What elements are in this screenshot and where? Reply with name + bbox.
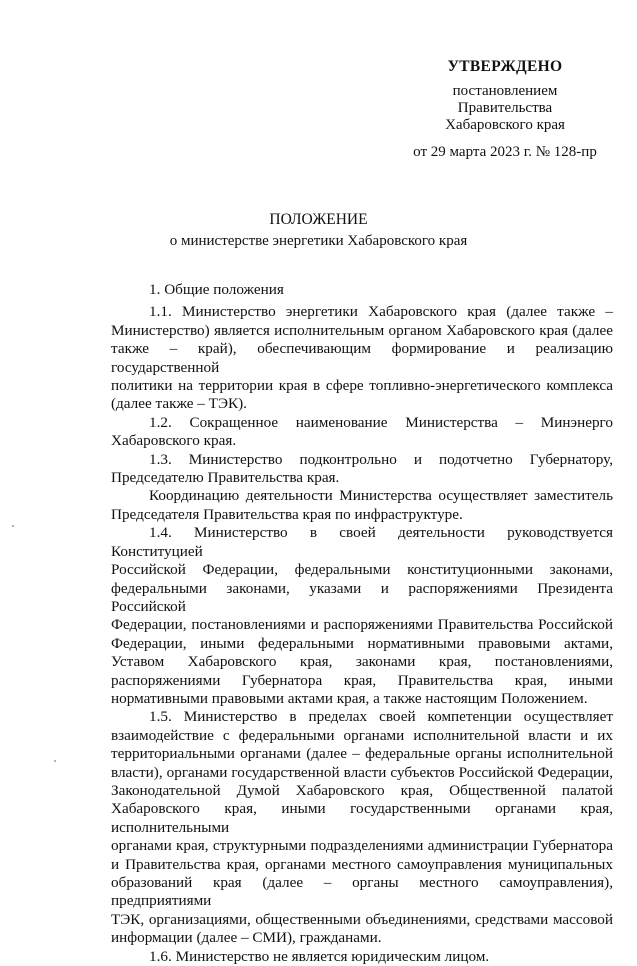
paragraph-line: взаимодействие с федеральными органами исполнительной власти и их [111,726,613,744]
paragraph-line: Федерации, постановлениями и распоряжениями Правительства Российской [111,616,613,634]
paragraph-1-3-coordination [111,487,613,524]
paragraph-line: Российской Федерации, федеральными конституционными законами, [111,561,613,579]
paragraph-line: Законодательной Думой Хабаровского края, Общественной палатой [111,781,613,799]
scan-speck [12,525,14,527]
paragraph-line: (далее также – ТЭК). [111,395,247,413]
paragraph-line: нормативными правовыми актами края, а также настоящим Положением. [111,689,588,707]
paragraph-1-1 [111,303,613,413]
paragraph-1-2 [111,414,613,451]
paragraph-line: 1.2. Сокращенное наименование Министерства – Минэнерго [149,413,613,431]
paragraph-line: и Правительства края, органами местного самоуправления муниципальных [111,855,613,873]
paragraph-line: распоряжениями Губернатора края, Правительства края, иными [111,671,613,689]
scan-speck [54,760,56,762]
paragraph-1-3 [111,451,613,488]
section-heading: 1. Общие положения [149,281,284,298]
paragraph-line: органами края, структурными подразделениями администрации Губернатора [111,837,613,855]
paragraph-line: 1.6. Министерство не является юридическим лицом. [149,947,490,965]
paragraph-line: 1.3. Министерство подконтрольно и подотчетно Губернатору, [149,450,613,468]
paragraph-line: Хабаровского края, иными государственными органами края, исполнительными [111,800,613,836]
approval-stamp [400,58,610,161]
paragraph-1-5 [111,708,613,947]
document-title: ПОЛОЖЕНИЕ [269,211,368,228]
paragraph-line: 1.5. Министерство в пределах своей компетенции осуществляет [149,708,613,726]
document-subtitle: о министерстве энергетики Хабаровского края [169,233,468,249]
approval-line-resolution: постановлением [452,83,558,99]
paragraph-line: Хабаровского края. [111,432,237,450]
paragraph-line: Координацию деятельности Министерства осуществляет заместитель [149,487,613,505]
paragraph-line: Председателя Правительства края по инфраструктуре. [111,505,463,523]
approval-line-region: Хабаровского края [445,117,565,133]
paragraph-line: территориальными органами (далее – федеральные органы исполнительной [111,745,613,763]
paragraph-line: 1.4. Министерство в своей деятельности руководствуется Конституцией [111,524,613,560]
paragraph-line: политики на территории края в сфере топливно-энергетического комплекса [111,377,613,395]
document-body [111,281,613,966]
paragraph-line: также – край), обеспечивающим формирование и реализацию государственной [111,340,613,376]
paragraph-line: образований края (далее – органы местного самоуправления), предприятиями [111,874,613,910]
paragraph-line: федеральными законами, указами и распоряжениями Президента Российской [111,579,613,615]
paragraph-line: Федерации, иными федеральными нормативными правовыми актами, [111,634,613,652]
paragraph-line: Министерство) является исполнительным органом Хабаровского края (далее [111,321,613,339]
paragraph-line: Председателю Правительства края. [111,469,340,487]
paragraph-line: информации (далее – СМИ), гражданами. [111,929,382,947]
approved-label: УТВЕРЖДЕНО [447,58,563,75]
paragraph-line: ТЭК, организациями, общественными объединениями, средствами массовой [111,910,613,928]
paragraph-line: 1.1. Министерство энергетики Хабаровского края (далее также – [149,303,613,321]
paragraph-1-6 [111,948,613,966]
paragraph-line: власти), органами государственной власти субъектов Российской Федерации, [111,763,613,781]
paragraph-line: Уставом Хабаровского края, законами края, постановлениями, [111,653,613,671]
approval-line-government: Правительства [457,100,553,116]
approval-date-number: от 29 марта 2023 г. № 128-пр [413,144,597,160]
paragraph-1-4 [111,524,613,708]
